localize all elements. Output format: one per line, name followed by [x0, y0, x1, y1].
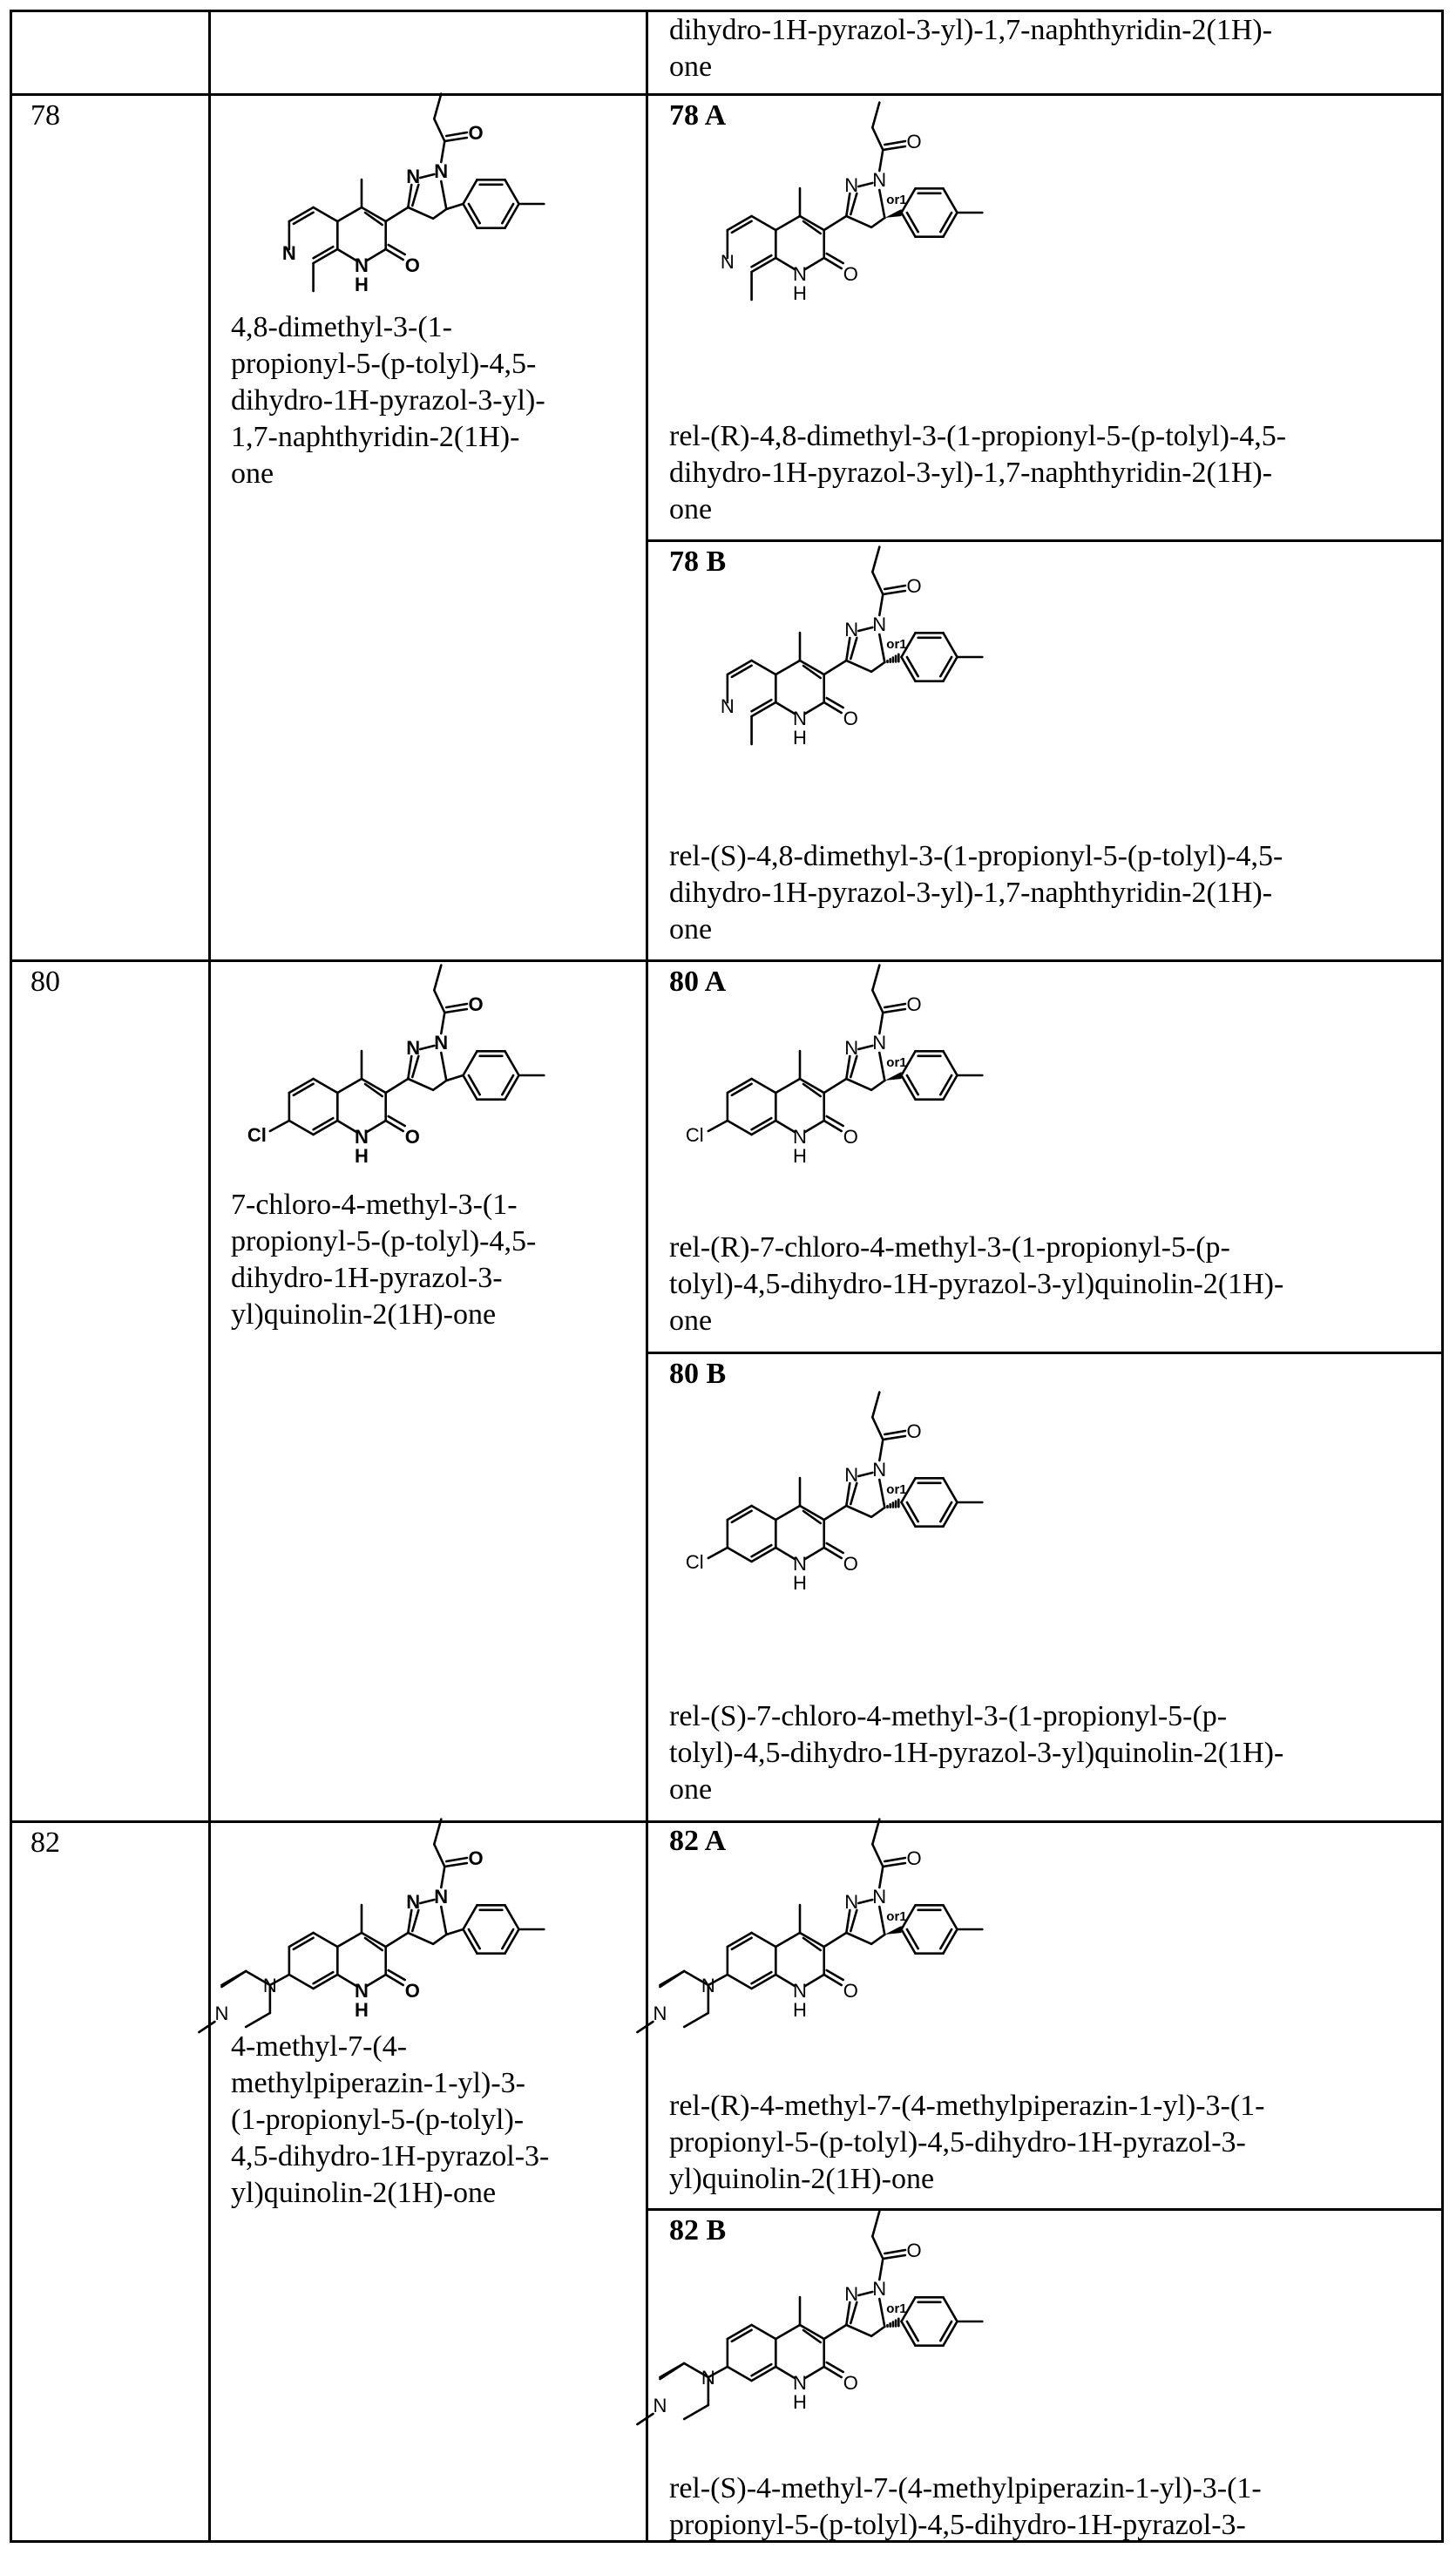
chemical-structure: [669, 575, 1053, 802]
compound-number: 82: [30, 1826, 60, 1859]
svg-text:N: N: [406, 1037, 421, 1059]
chemical-structure: [669, 993, 1053, 1194]
svg-text:N: N: [701, 2367, 715, 2389]
svg-text:Cl: Cl: [247, 1124, 267, 1146]
svg-text:N: N: [355, 254, 369, 276]
svg-text:O: O: [468, 122, 484, 144]
column-divider-2: [646, 10, 648, 2543]
svg-text:O: O: [906, 1420, 922, 1442]
svg-text:N: N: [262, 1975, 277, 1996]
svg-text:N: N: [434, 160, 449, 182]
isomer-divider: [646, 539, 1444, 542]
row-divider: [10, 1820, 1444, 1823]
chemical-structure: [231, 993, 614, 1185]
isomer-name: rel-(R)-7-chloro-4-methyl-3-(1-propionyl-5-(p- tolyl)-4,5-dihydro-1H-pyrazol-3-yl)quinolin-2(1H)- one: [669, 1231, 1284, 1337]
svg-text:H: H: [793, 727, 807, 749]
svg-text:Cl: Cl: [685, 1124, 704, 1146]
svg-text:H: H: [355, 1999, 369, 2021]
svg-text:O: O: [906, 1847, 922, 1869]
isomer-name: rel-(R)-4,8-dimethyl-3-(1-propionyl-5-(p-tolyl)-4,5- dihydro-1H-pyrazol-3-yl)-1,7-naphthyridin-2(1H)- one: [669, 420, 1287, 525]
svg-text:N: N: [434, 1032, 449, 1054]
isomer-label: 82 B: [669, 2214, 727, 2247]
svg-text:N: N: [281, 242, 296, 264]
chemical-structure: [653, 2240, 1070, 2457]
svg-text:H: H: [793, 1572, 807, 1594]
svg-text:N: N: [653, 2003, 667, 2024]
svg-text:or1: or1: [886, 193, 907, 207]
isomer-name: rel-(S)-4,8-dimethyl-3-(1-propionyl-5-(p-tolyl)-4,5- dihydro-1H-pyrazol-3-yl)-1,7-naphthyridin-2(1H)- one: [669, 840, 1283, 945]
svg-text:N: N: [872, 1459, 887, 1481]
chemical-structure: [653, 1847, 1070, 2048]
svg-text:O: O: [843, 2372, 858, 2394]
svg-text:O: O: [906, 2240, 922, 2261]
compound-number: 78: [30, 99, 60, 132]
svg-text:O: O: [404, 254, 420, 276]
svg-text:O: O: [468, 1847, 484, 1869]
compound-name: 4-methyl-7-(4- methylpiperazin-1-yl)-3- (1-propionyl-5-(p-tolyl)- 4,5-dihydro-1H-pyrazol-3- yl)quinolin-2(1H)-one: [231, 2030, 550, 2209]
svg-text:O: O: [404, 1980, 420, 2002]
svg-text:O: O: [843, 1553, 858, 1575]
isomer-name: rel-(R)-4-methyl-7-(4-methylpiperazin-1-yl)-3-(1- propionyl-5-(p-tolyl)-4,5-dihydro-1H-pyrazol-3- yl)quinolin-2(1H)-one: [669, 2090, 1265, 2195]
isomer-divider: [646, 1352, 1444, 1354]
compound-name: 7-chloro-4-methyl-3-(1- propionyl-5-(p-tolyl)-4,5- dihydro-1H-pyrazol-3- yl)quinolin-2(1H)-one: [231, 1189, 537, 1331]
svg-text:N: N: [844, 619, 859, 640]
svg-text:N: N: [653, 2395, 667, 2416]
svg-text:H: H: [793, 2391, 807, 2413]
svg-text:N: N: [720, 251, 735, 273]
svg-text:N: N: [793, 2372, 807, 2394]
isomer-label: 78 B: [669, 546, 727, 578]
svg-text:O: O: [843, 708, 858, 729]
svg-text:N: N: [793, 1980, 807, 2002]
chemical-structure: [231, 122, 614, 314]
svg-text:Cl: Cl: [685, 1551, 704, 1573]
svg-text:N: N: [793, 708, 807, 729]
svg-text:N: N: [844, 1464, 859, 1486]
svg-text:H: H: [793, 1145, 807, 1167]
svg-text:H: H: [793, 282, 807, 304]
isomer-label: 80 A: [669, 966, 727, 998]
svg-text:N: N: [872, 1032, 887, 1054]
svg-text:or1: or1: [886, 1482, 907, 1497]
svg-text:N: N: [355, 1980, 369, 2002]
column-divider-1: [208, 10, 211, 2543]
svg-text:or1: or1: [886, 637, 907, 652]
svg-text:N: N: [355, 1126, 369, 1148]
svg-text:or1: or1: [886, 2301, 907, 2316]
svg-text:O: O: [906, 993, 922, 1015]
svg-text:N: N: [793, 1126, 807, 1148]
svg-text:H: H: [793, 1999, 807, 2021]
chemical-structure: [669, 1420, 1053, 1621]
svg-text:N: N: [872, 1886, 887, 1908]
svg-text:O: O: [843, 263, 858, 285]
compound-number: 80: [30, 966, 60, 998]
svg-text:N: N: [844, 2283, 859, 2305]
isomer-name: rel-(S)-4-methyl-7-(4-methylpiperazin-1-yl)-3-(1- propionyl-5-(p-tolyl)-4,5-dihydro-1H-pyrazol-3-: [669, 2472, 1262, 2541]
svg-text:O: O: [404, 1126, 420, 1148]
svg-text:O: O: [843, 1126, 858, 1148]
compound-name-continued: dihydro-1H-pyrazol-3-yl)-1,7-naphthyridin-2(1H)- one: [669, 14, 1273, 83]
isomer-label: 80 B: [669, 1358, 727, 1390]
svg-text:N: N: [872, 169, 887, 191]
svg-text:or1: or1: [886, 1909, 907, 1924]
svg-text:N: N: [720, 695, 735, 717]
svg-text:N: N: [406, 1891, 421, 1913]
isomer-label: 82 A: [669, 1825, 727, 1857]
svg-text:N: N: [793, 1553, 807, 1575]
chemical-structure: [669, 131, 1053, 357]
svg-text:O: O: [468, 993, 484, 1015]
svg-text:N: N: [406, 166, 421, 187]
svg-text:N: N: [844, 174, 859, 196]
svg-text:H: H: [355, 1145, 369, 1167]
svg-text:O: O: [906, 131, 922, 152]
isomer-divider: [646, 2208, 1444, 2211]
svg-text:N: N: [793, 263, 807, 285]
isomer-label: 78 A: [669, 99, 727, 132]
svg-text:N: N: [844, 1037, 859, 1059]
svg-text:O: O: [906, 575, 922, 597]
chemical-structure: [214, 1847, 632, 2030]
svg-text:O: O: [843, 1980, 858, 2002]
compound-name: 4,8-dimethyl-3-(1- propionyl-5-(p-tolyl)-4,5- dihydro-1H-pyrazol-3-yl)- 1,7-naphthyridin-2(1H)- one: [231, 311, 545, 490]
svg-text:N: N: [872, 2278, 887, 2300]
svg-text:or1: or1: [886, 1055, 907, 1070]
isomer-name: rel-(S)-7-chloro-4-methyl-3-(1-propionyl-5-(p- tolyl)-4,5-dihydro-1H-pyrazol-3-yl)quinolin-2(1H)- one: [669, 1700, 1284, 1806]
svg-text:H: H: [355, 274, 369, 295]
svg-text:N: N: [214, 2003, 229, 2024]
svg-text:N: N: [844, 1891, 859, 1913]
svg-text:N: N: [872, 613, 887, 635]
row-divider: [10, 93, 1444, 96]
svg-text:N: N: [701, 1975, 715, 1996]
svg-text:N: N: [434, 1886, 449, 1908]
row-divider: [10, 959, 1444, 962]
